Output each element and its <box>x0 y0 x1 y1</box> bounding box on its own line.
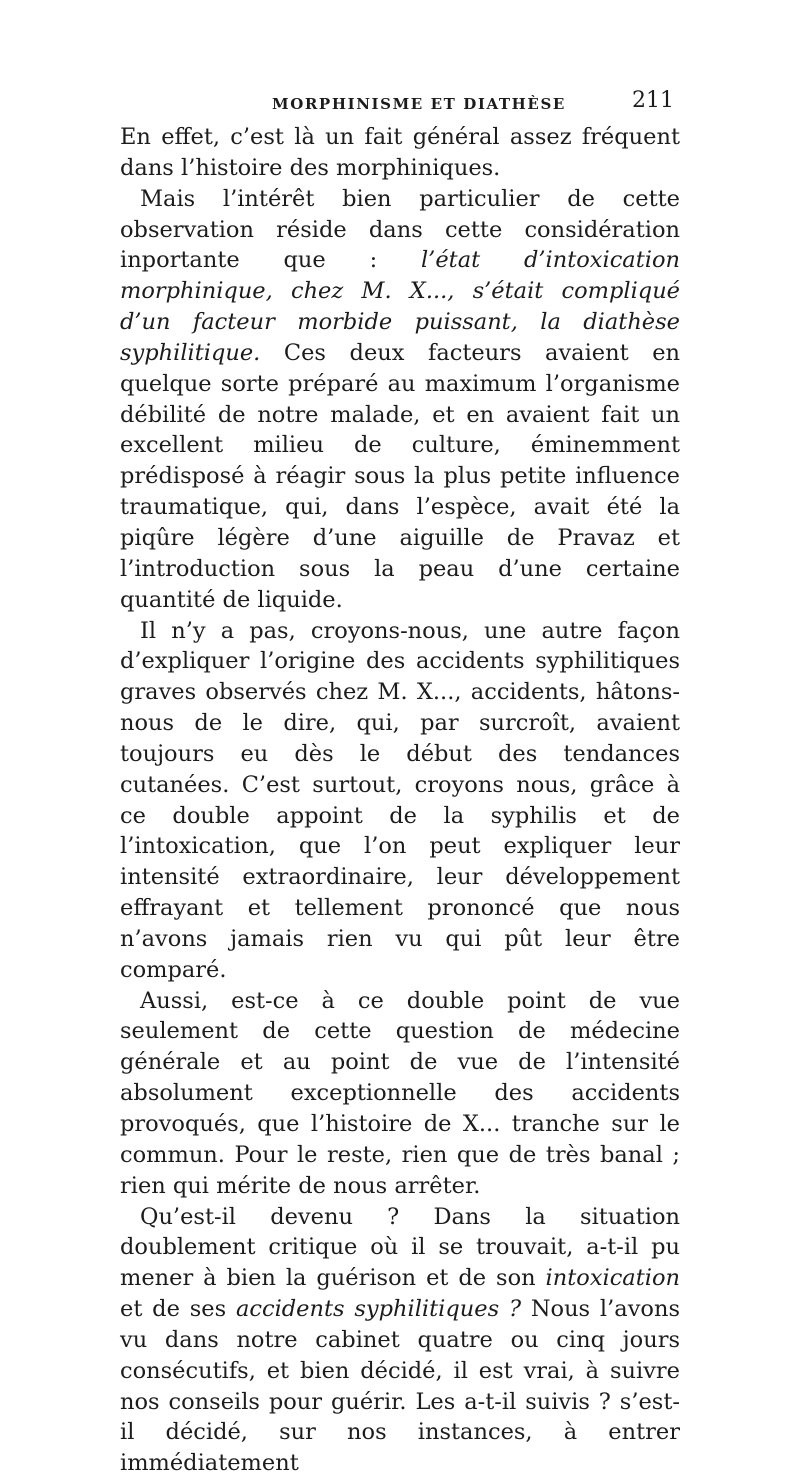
text-run: Aussi, est-ce à ce double point de vue seulement de cette question de médecine générale et au point de vue de l’intensité absolument exceptionnelle des accidents provoqués, que l’histoire de X... tranche sur le commun. Pour le reste, rien que de très banal ; rien qui mérite de nous arrêter. <box>120 987 680 1199</box>
paragraph <box>120 986 680 1202</box>
text-run: Qu’est-il devenu ? Dans la situation doublement critique où il se trouvait, a-t-il pu mener à bien la guérison et de son <box>120 1203 680 1292</box>
text-run: Ces deux facteurs avaient en quelque sorte préparé au maximum l’organisme débilité de notre malade, et en avaient fait un excellent milieu de culture, éminemment prédisposé à réagir sous la plus petite influence traumatique, qui, dans l’espèce, avait été la piqûre légère d’une aiguille de Pravaz et l’introduction sous la peau d’une certaine quantité de liquide. <box>120 339 680 613</box>
running-header-title: MORPHINISME ET DIATHÈSE <box>272 95 566 113</box>
italic-text: intoxication <box>545 1265 680 1292</box>
paragraph <box>120 616 680 986</box>
text-run: Mais l’intérêt bien particulier de cette observation réside dans cette considération inportante que : <box>120 185 680 274</box>
paragraph <box>120 122 680 184</box>
paragraph <box>120 184 680 616</box>
page-number: 211 <box>632 88 674 113</box>
text-run: Nous l’avons vu dans notre cabinet quatre ou cinq jours consécutifs, et bien décidé, il est vrai, à suivre nos conseils pour guérir. Les a-t-il suivis ? s’est-il décidé, sur nos instances, à entrer immédiatement <box>120 1296 680 1477</box>
text-run: Il n’y a pas, croyons-nous, une autre façon d’expliquer l’origine des accidents syphilitiques graves observés chez M. X..., accidents, hâtons-nous de le dire, qui, par surcroît, avaient toujours eu dès le début des tendances cutanées. C’est surtout, croyons nous, grâce à ce double appoint de la syphilis et de l’intoxication, que l’on peut expliquer leur intensité extraordinaire, leur développement effrayant et tellement prononcé que nous n’avons jamais rien vu qui pût leur être comparé. <box>120 617 680 983</box>
italic-text: accidents syphilitiques ? <box>235 1296 522 1323</box>
italic-text: l’état d’intoxication morphinique, chez M. X..., s’était compliqué d’un facteur morbide puissant, la diathèse syphilitique. <box>120 247 680 366</box>
body-text <box>120 122 680 1479</box>
paragraph <box>120 1202 680 1479</box>
text-run: En effet, c’est là un fait général assez fréquent dans l’histoire des morphiniques. <box>120 124 680 181</box>
text-run: et de ses <box>120 1296 236 1323</box>
running-header <box>120 88 680 120</box>
